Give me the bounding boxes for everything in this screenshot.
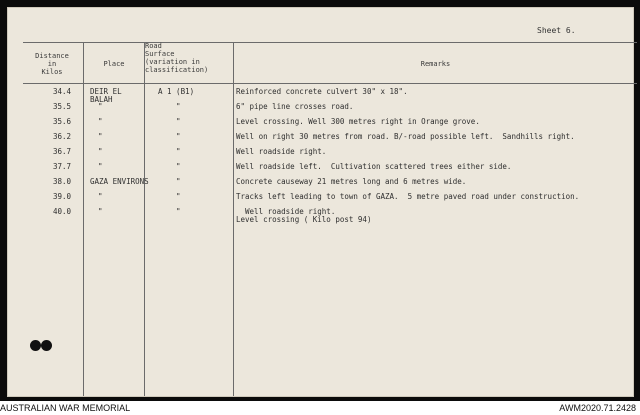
cell-surface: " [176,207,181,216]
header-road-surface: Road Surface (variation in classification) [145,42,209,74]
cell-remarks: Level crossing. Well 300 metres right in Orange grove. [236,117,480,126]
cell-distance: 35.5 [52,102,71,111]
cell-remarks: Reinforced concrete culvert 30" x 18". [236,87,408,96]
cell-distance: 37.7 [52,162,71,171]
footer-accession-number: AWM2020.71.2428 [559,403,636,413]
cell-place: " [98,162,103,171]
cell-surface: " [176,192,181,201]
cell-place: " [98,192,103,201]
column-divider-2 [144,42,145,396]
cell-remarks: Well on right 30 metres from road. B/-road possible left. Sandhills right. [236,132,575,141]
cell-distance: 40.0 [52,207,71,216]
cell-place: " [98,147,103,156]
punch-hole-1 [30,340,41,351]
cell-distance: 38.0 [52,177,71,186]
cell-surface: " [176,102,181,111]
header-place: Place [103,60,125,68]
cell-place: GAZA ENVIRONS [90,177,149,186]
cell-remarks: Well roadside right. [236,147,327,156]
cell-remarks: Well roadside left. Cultivation scattered trees either side. [236,162,512,171]
cell-place: " [98,132,103,141]
cell-place: DEIR EL BALAH [90,87,122,104]
cell-surface: " [176,117,181,126]
header-remarks: Remarks [420,60,451,68]
punch-hole-2 [41,340,52,351]
cell-surface: " [176,132,181,141]
header-distance: Distance in Kilos [35,52,69,76]
cell-place: " [98,207,103,216]
sheet-number: Sheet 6. [537,26,576,35]
cell-distance: 35.6 [52,117,71,126]
cell-surface: " [176,147,181,156]
cell-remarks: Tracks left leading to town of GAZA. 5 metre paved road under construction. [236,192,580,201]
cell-place: " [98,102,103,111]
cell-remarks: Well roadside right. Level crossing ( Kilo post 94) [236,207,372,224]
cell-distance: 36.7 [52,147,71,156]
cell-surface: A 1 (B1) [158,87,195,96]
column-divider-1 [83,42,84,396]
cell-distance: 39.0 [52,192,71,201]
footer-institution: AUSTRALIAN WAR MEMORIAL [0,403,131,413]
cell-distance: 36.2 [52,132,71,141]
column-divider-3 [233,42,234,396]
cell-surface: " [176,177,181,186]
header-bottom-rule [23,83,637,84]
cell-remarks: 6" pipe line crosses road. [236,102,354,111]
cell-surface: " [176,162,181,171]
document-sheet [7,7,634,397]
header-top-rule [23,42,637,43]
cell-remarks: Concrete causeway 21 metres long and 6 metres wide. [236,177,467,186]
cell-place: " [98,117,103,126]
cell-distance: 34.4 [52,87,71,96]
